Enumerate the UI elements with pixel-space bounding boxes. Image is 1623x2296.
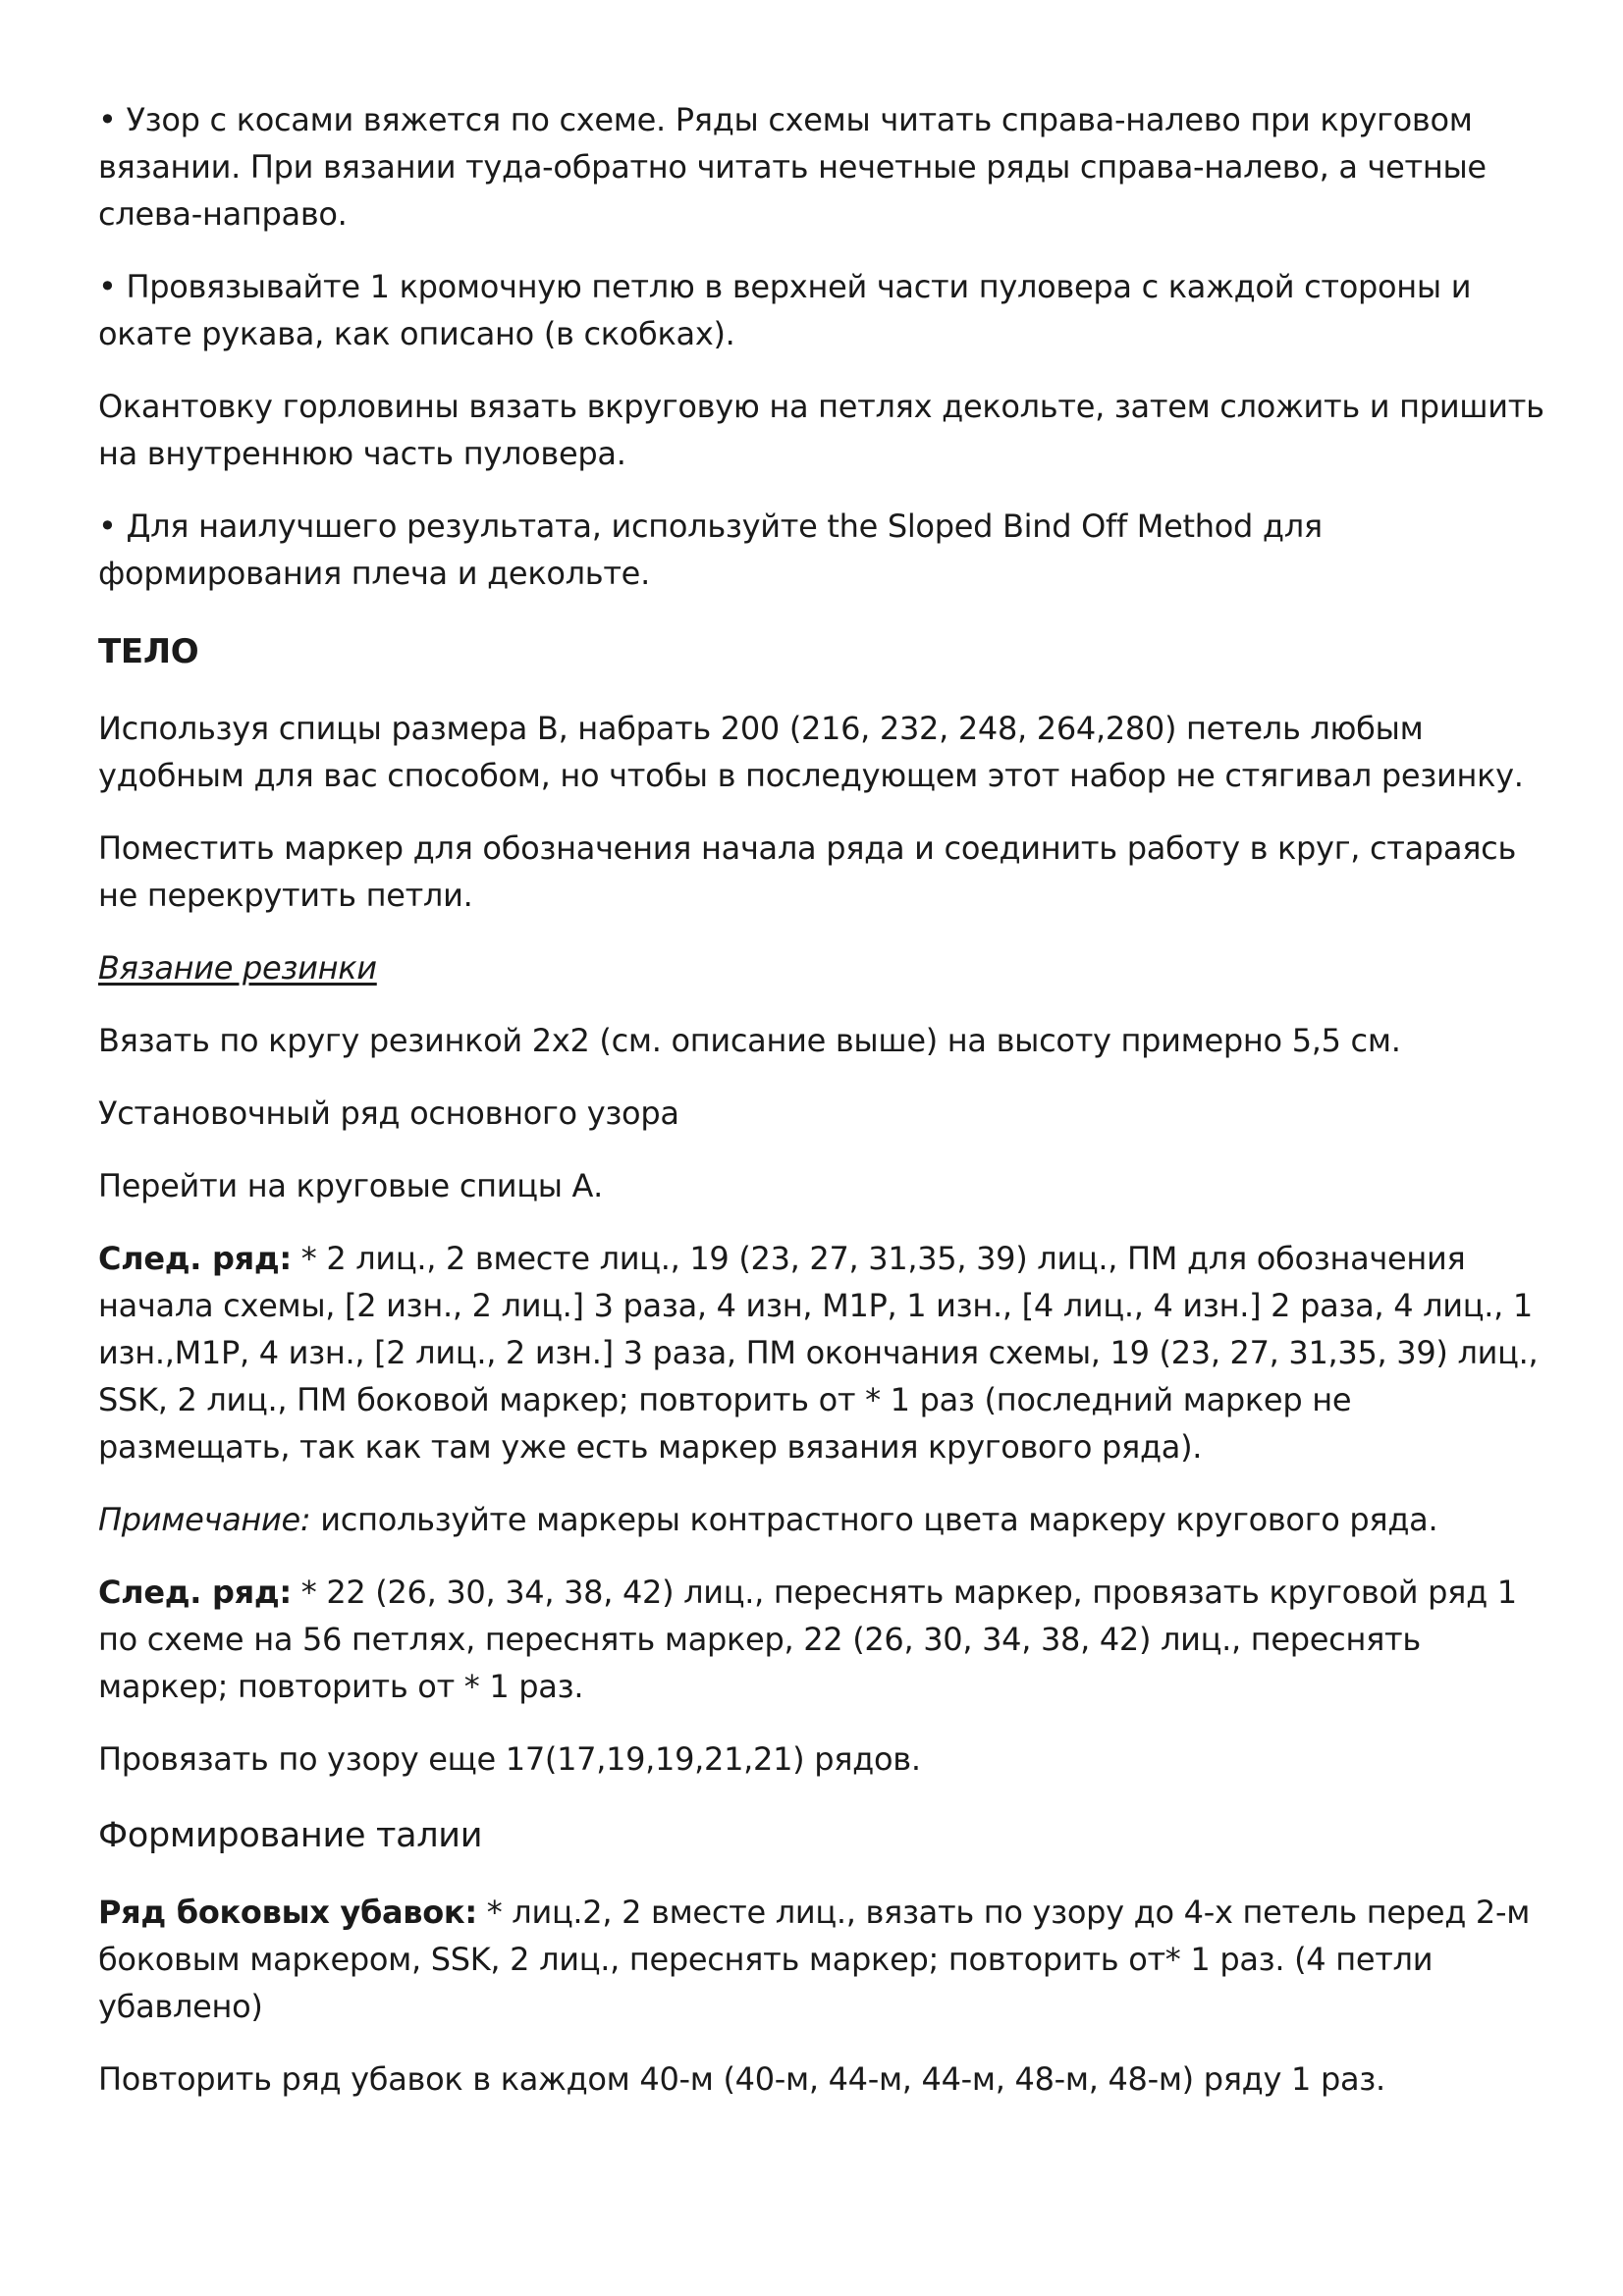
- paragraph-next-row-1: [98, 1235, 1551, 1470]
- paragraph-side-decrease: [98, 1889, 1551, 2030]
- paragraph-join-round: Поместить маркер для обозначения начала ряда и соединить работу в круг, стараясь не перекрутить петли.: [98, 829, 1517, 914]
- note-label: Примечание:: [98, 1501, 311, 1538]
- paragraph-bind-off-method: • Для наилучшего результата, используйте the Sloped Bind Off Method для формирования плеча и декольте.: [98, 507, 1323, 592]
- next-row-1-text: * 2 лиц., 2 вместе лиц., 19 (23, 27, 31,35, 39) лиц., ПМ для обозначения начала схемы, [2 изн., 2 лиц.] 3 раза, 4 изн, M1P, 1 изн., [4 лиц., 4 изн.] 2 раза, 4 лиц., 1 изн.,M1P, 4 изн., [2 лиц., 2 изн.] 3 раза, ПМ окончания схемы, 19 (23, 27, 31,35, 39) лиц., SSK, 2 лиц., ПМ боковой маркер; повторить от * 1 раз (последний маркер не размещать, так как там уже есть маркер вязания кругового ряда).: [98, 1240, 1539, 1466]
- paragraph-setup-row: Установочный ряд основного узора: [98, 1095, 679, 1132]
- subheading-waist-shaping: Формирование талии: [98, 1816, 483, 1855]
- paragraph-next-row-2: [98, 1569, 1551, 1710]
- side-decrease-text: * лиц.2, 2 вместе лиц., вязать по узору до 4-х петель перед 2-м боковым маркером, SSK, 2 лиц., переснять маркер; повторить от* 1 раз. (4 петли убавлено): [98, 1894, 1531, 2025]
- next-row-2-text: * 22 (26, 30, 34, 38, 42) лиц., переснять маркер, провязать круговой ряд 1 по схеме на 56 петлях, переснять маркер, 22 (26, 30, 34, 38, 42) лиц., переснять маркер; повторить от * 1 раз.: [98, 1574, 1517, 1705]
- paragraph-note: [98, 1496, 1551, 1543]
- section-title-body: ТЕЛО: [98, 632, 199, 671]
- paragraph-cable-chart: • Узор с косами вяжется по схеме. Ряды схемы читать справа-налево при круговом вязании. При вязании туда-обратно читать нечетные ряды справа-налево, а четные слева-направо.: [98, 101, 1487, 233]
- document-page: [98, 96, 1551, 2103]
- paragraph-ribbing-instructions: Вязать по кругу резинкой 2х2 (см. описание выше) на высоту примерно 5,5 см.: [98, 1022, 1401, 1059]
- side-decrease-label: Ряд боковых убавок:: [98, 1894, 477, 1931]
- paragraph-cast-on: Используя спицы размера B, набрать 200 (216, 232, 248, 264,280) петель любым удобным для вас способом, но чтобы в последующем этот набор не стягивал резинку.: [98, 710, 1524, 794]
- subheading-ribbing-text: Вязание резинки: [98, 949, 377, 987]
- subheading-ribbing: [98, 944, 1551, 991]
- paragraph-neckband: Окантовку горловины вязать вкруговую на петлях декольте, затем сложить и пришить на внутреннюю часть пуловера.: [98, 388, 1544, 472]
- paragraph-edge-stitch: • Провязывайте 1 кромочную петлю в верхней части пуловера с каждой стороны и окате рукава, как описано (в скобках).: [98, 268, 1472, 352]
- paragraph-more-rows: Провязать по узору еще 17(17,19,19,21,21) рядов.: [98, 1740, 921, 1778]
- note-text: используйте маркеры контрастного цвета маркеру кругового ряда.: [310, 1501, 1438, 1538]
- paragraph-switch-needles: Перейти на круговые спицы А.: [98, 1167, 604, 1204]
- next-row-2-label: След. ряд:: [98, 1574, 292, 1611]
- next-row-1-label: След. ряд:: [98, 1240, 292, 1277]
- paragraph-repeat-decrease: Повторить ряд убавок в каждом 40-м (40-м, 44-м, 44-м, 48-м, 48-м) ряду 1 раз.: [98, 2060, 1385, 2098]
